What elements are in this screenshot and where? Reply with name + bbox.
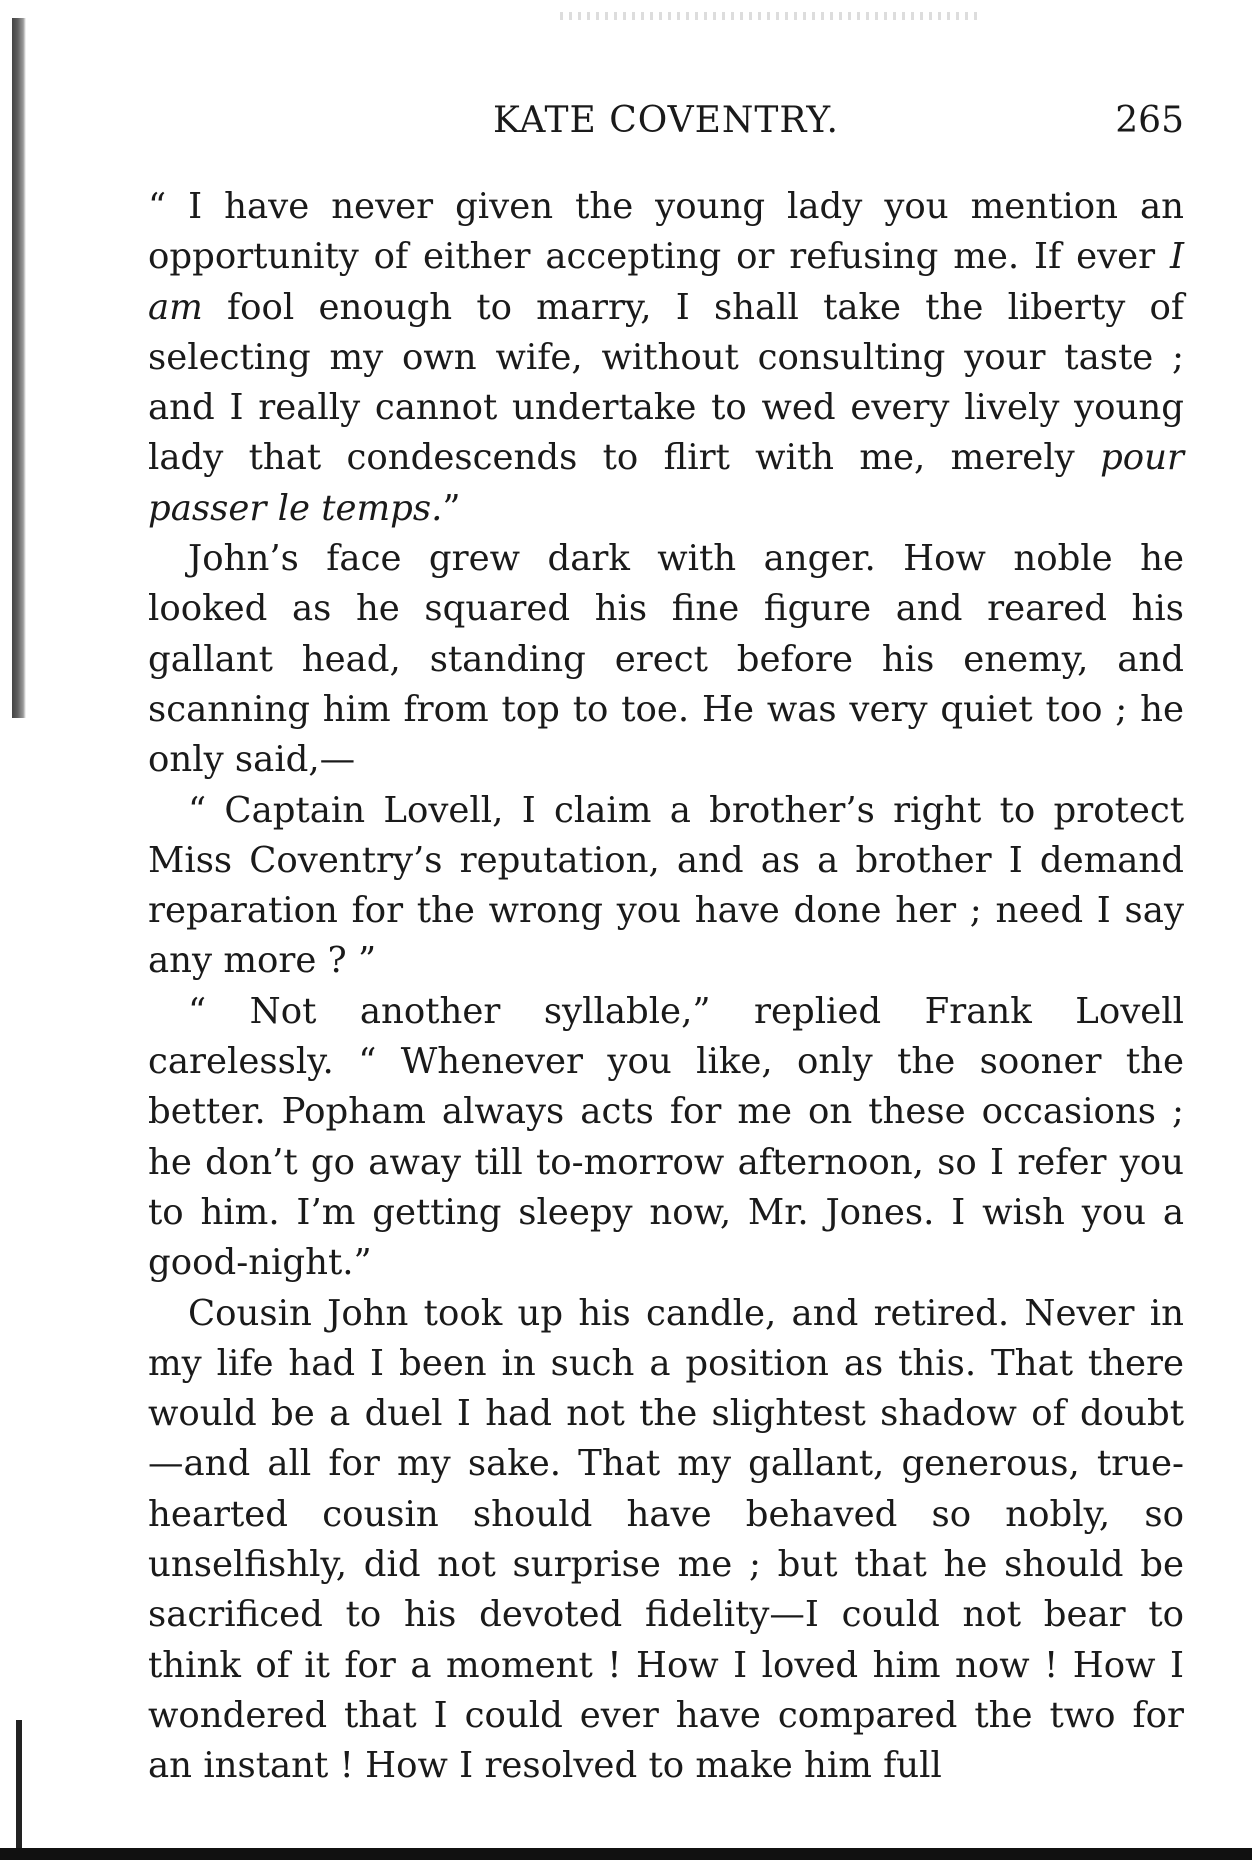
text-run: fool enough to marry, I shall take the liberty of selecting my own wife, without consulting your taste ; and I really cannot undertake to wed every lively young lady that condescends to flirt with me, merely: [148, 286, 1184, 479]
binding-shadow-lower: [16, 1720, 22, 1850]
paragraph: [148, 987, 1184, 1289]
body-text: [148, 182, 1184, 1792]
page-number: 265: [1115, 100, 1184, 141]
bottom-rule: [0, 1848, 1252, 1860]
text-run: “ Captain Lovell, I claim a brother’s right to protect Miss Coventry’s reputation, and as a brother I demand reparation for the wrong you have done her ; need I say any more ? ”: [148, 789, 1184, 982]
paragraph: [148, 786, 1184, 987]
text-run: Cousin John took up his candle, and retired. Never in my life had I been in such a position as this. That there would be a duel I had not the slightest shadow of doubt—and all for my sake. That my gallant, generous, true-hearted cousin should have behaved so nobly, so unselfishly, did not surprise me ; but that he should be sacrificed to his devoted fidelity—I could not bear to think of it for a moment ! How I loved him now ! How I wondered that I could ever have compared the two for an instant ! How I resolved to make him full: [148, 1292, 1184, 1787]
italic-text: pour passer le temps.: [148, 437, 1184, 529]
paragraph: [148, 1289, 1184, 1792]
running-head: KATE COVENTRY.: [493, 100, 839, 141]
page-header: [148, 100, 1184, 160]
binding-shadow: [12, 18, 26, 718]
text-run: ”: [442, 487, 461, 529]
paragraph: [148, 534, 1184, 785]
text-run: John’s face grew dark with anger. How noble he looked as he squared his fine figure and reared his gallant head, standing erect before his enemy, and scanning him from top to toe. He was very quiet too ; he only said,—: [148, 538, 1184, 781]
scan-specks: [560, 12, 980, 20]
text-run: “ Not another syllable,” replied Frank Lovell carelessly. “ Whenever you like, only the sooner the better. Popham always acts for me on these occasions ; he don’t go away till to-morrow afternoon, so I refer you to him. I’m getting sleepy now, Mr. Jones. I wish you a good-night.”: [148, 990, 1184, 1284]
text-run: “ I have never given the young lady you mention an opportunity of either accepting or refusing me. If ever: [148, 186, 1184, 278]
paragraph: [148, 182, 1184, 534]
italic-text: I am: [148, 236, 1184, 328]
